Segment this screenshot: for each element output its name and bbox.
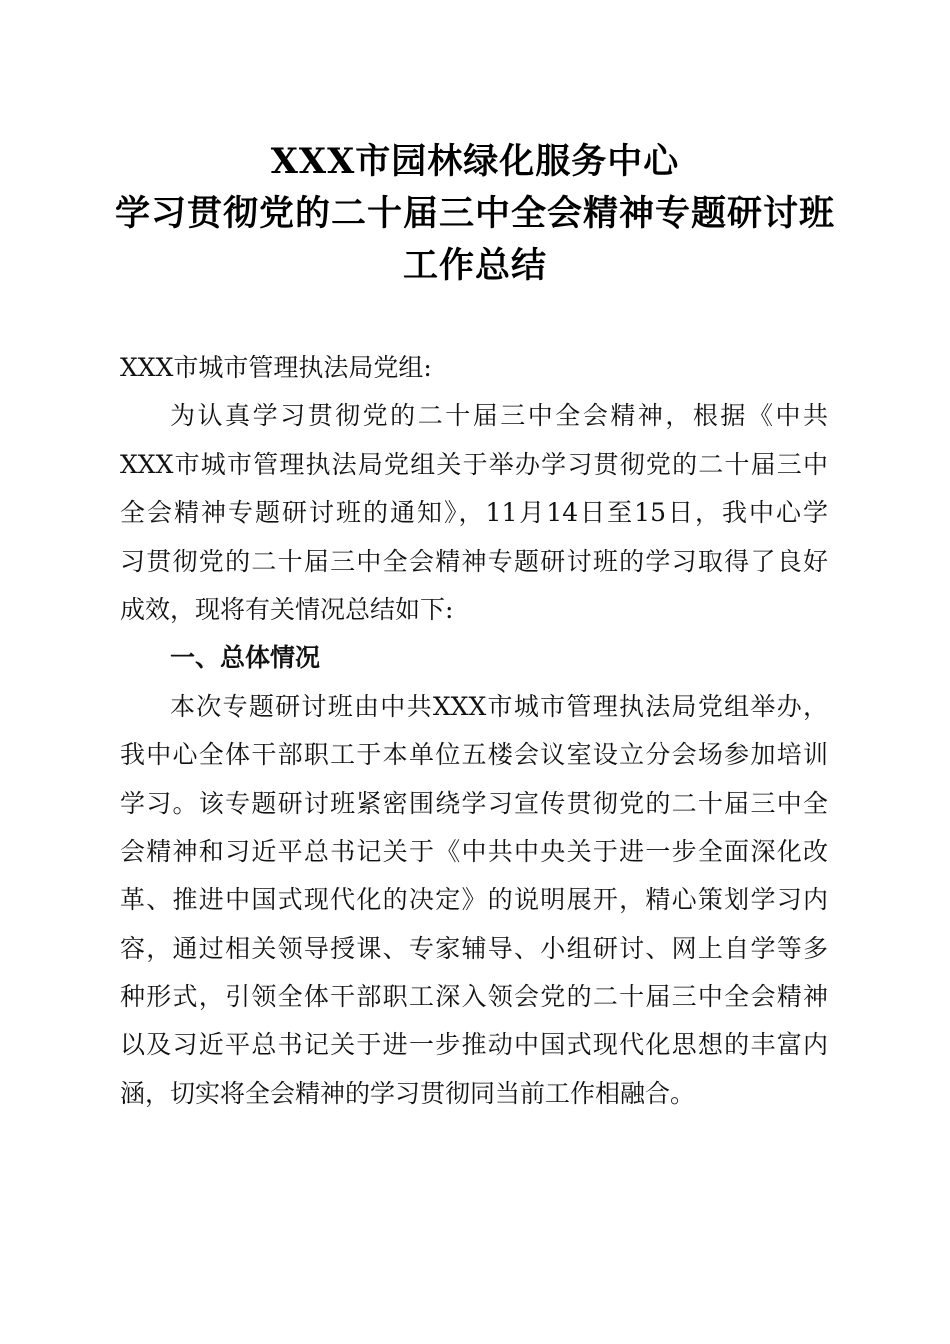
paragraph-intro (120, 392, 828, 634)
title-line-organization: XXX市园林绿化服务中心 (270, 141, 680, 182)
paragraph-overview (120, 683, 828, 1119)
paragraph-line: 种形式，引领全体干部职工深入领会党的二十届三中全会精神 (120, 982, 828, 1012)
paragraph-line: 涵，切实将全会精神的学习贯彻同当前工作相融合。 (120, 1078, 696, 1108)
paragraph-line: 革、推进中国式现代化的决定》的说明展开，精心策划学习内 (120, 885, 828, 915)
paragraph-line: 全会精神专题研讨班的通知》，11月14日至15日，我中心学 (120, 498, 828, 528)
paragraph-line: 习贯彻党的二十届三中全会精神专题研讨班的学习取得了良好 (120, 546, 828, 576)
paragraph-line: 为认真学习贯彻党的二十届三中全会精神，根据《中共 (170, 401, 828, 431)
document-title (0, 136, 950, 292)
paragraph-line: 容，通过相关领导授课、专家辅导、小组研讨、网上自学等多 (120, 933, 828, 963)
paragraph-line: 我中心全体干部职工于本单位五楼会议室设立分会场参加培训 (120, 740, 828, 770)
paragraph-line: 以及习近平总书记关于进一步推动中国式现代化思想的丰富内 (120, 1030, 828, 1060)
section-heading-overview: 一、总体情况 (170, 643, 321, 673)
paragraph-line: 会精神和习近平总书记关于《中共中央关于进一步全面深化改 (120, 836, 828, 866)
paragraph-line: 成效，现将有关情况总结如下: (120, 594, 454, 624)
title-line-summary: 工作总结 (402, 245, 547, 286)
salutation: XXX市城市管理执法局党组: (120, 353, 432, 382)
paragraph-line: 本次专题研讨班由中共XXX市城市管理执法局党组举办， (170, 691, 828, 721)
paragraph-line: 学习。该专题研讨班紧密围绕学习宣传贯彻党的二十届三中全 (120, 788, 828, 818)
title-line-subject: 学习贯彻党的二十届三中全会精神专题研讨班 (114, 193, 835, 234)
document-body (120, 344, 828, 1118)
paragraph-line: XXX市城市管理执法局党组关于举办学习贯彻党的二十届三中 (120, 449, 828, 479)
